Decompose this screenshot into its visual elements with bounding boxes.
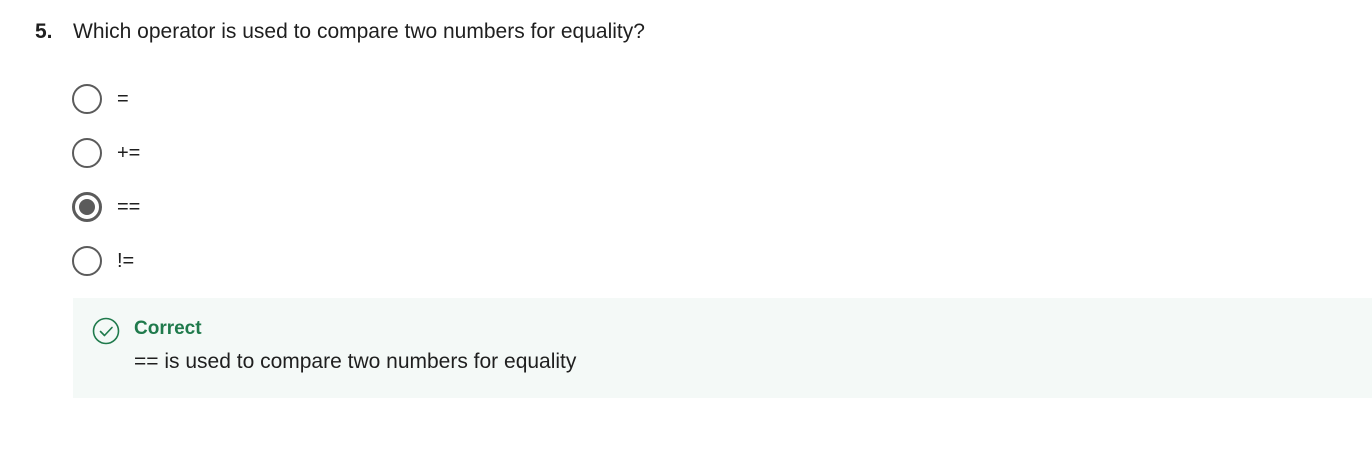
option-label: == — [117, 195, 141, 218]
check-circle-icon — [92, 317, 120, 345]
radio-button[interactable] — [72, 138, 102, 168]
question-number: 5. — [35, 20, 53, 43]
answer-option-1[interactable] — [72, 84, 140, 114]
radio-button[interactable] — [72, 246, 102, 276]
option-label: += — [117, 141, 141, 164]
radio-button-selected[interactable] — [72, 192, 102, 222]
answer-option-2[interactable] — [72, 138, 140, 168]
question-text: Which operator is used to compare two numbers for equality? — [73, 20, 645, 43]
answer-option-4[interactable] — [72, 246, 140, 276]
radio-button[interactable] — [72, 84, 102, 114]
feedback-panel — [73, 298, 1372, 398]
feedback-status: Correct — [134, 318, 202, 339]
answer-option-3[interactable] — [72, 192, 140, 222]
option-label: = — [117, 87, 129, 110]
feedback-explanation: == is used to compare two numbers for equality — [134, 350, 577, 373]
question-header — [35, 18, 645, 46]
option-label: != — [117, 249, 135, 272]
answer-options — [72, 84, 140, 300]
